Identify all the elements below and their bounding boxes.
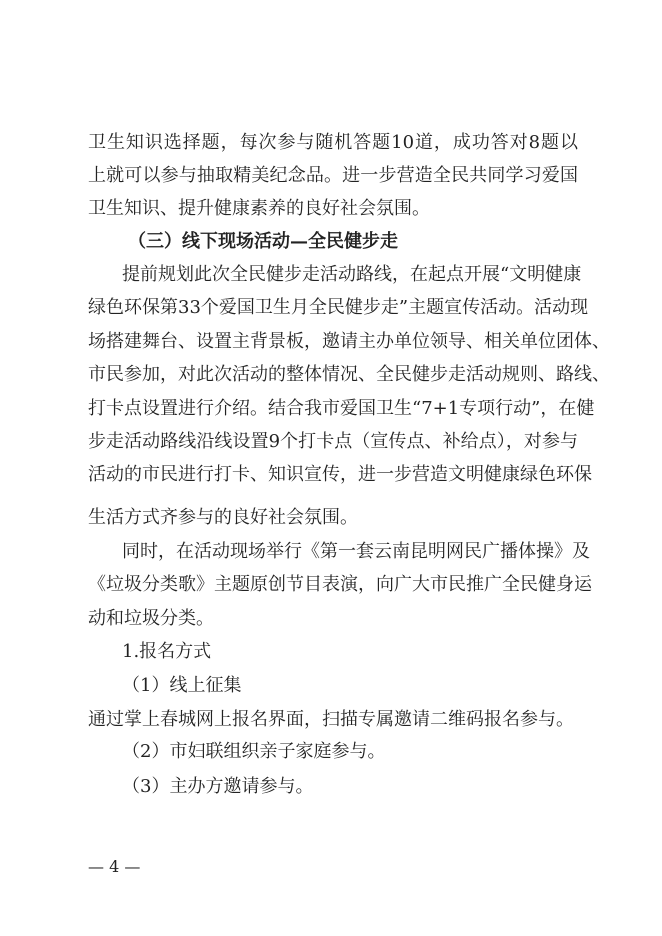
paragraph-line: 卫生知识选择题，每次参与随机答题10道，成功答对8题以 <box>88 132 578 153</box>
paragraph-line: 《垃圾分类歌》主题原创节目表演，向广大市民推广全民健身运 <box>88 574 592 595</box>
paragraph-line: 动和垃圾分类。 <box>88 608 214 629</box>
paragraph-line: 市民参加，对此次活动的整体情况、全民健步走活动规则、路线、 <box>88 364 610 385</box>
paragraph-line: 卫生知识、提升健康素养的良好社会氛围。 <box>88 198 430 219</box>
list-heading: 1.报名方式 <box>122 641 212 662</box>
paragraph-line: 通过掌上春城网上报名界面，扫描专属邀请二维码报名参与。 <box>88 709 574 730</box>
paragraph-line: 上就可以参与抽取精美纪念品。进一步营造全民共同学习爱国 <box>88 165 578 186</box>
paragraph-line: 打卡点设置进行介绍。结合我市爱国卫生“7+1专项行动”，在健 <box>88 398 595 419</box>
list-item: （2）市妇联组织亲子家庭参与。 <box>122 741 386 762</box>
section-heading: （三）线下现场活动—全民健步走 <box>128 231 398 252</box>
paragraph-line: 同时，在活动现场举行《第一套云南昆明网民广播体操》及 <box>122 541 590 562</box>
paragraph-line: 生活方式齐参与的良好社会氛围。 <box>88 507 358 528</box>
list-item: （3）主办方邀请参与。 <box>122 776 314 797</box>
paragraph-line: 绿色环保第33个爱国卫生月全民健步走”主题宣传活动。活动现 <box>88 297 589 318</box>
paragraph-line: 提前规划此次全民健步走活动路线，在起点开展“文明健康 <box>122 264 582 285</box>
list-item: （1）线上征集 <box>122 675 242 696</box>
paragraph-line: 活动的市民进行打卡、知识宣传，进一步营造文明健康绿色环保 <box>88 464 592 485</box>
paragraph-line: 步走活动路线沿线设置9个打卡点（宣传点、补给点），对参与 <box>88 431 578 452</box>
page-number: — 4 — <box>88 857 141 876</box>
paragraph-line: 场搭建舞台、设置主背景板，邀请主办单位领导、相关单位团体、 <box>88 331 610 352</box>
